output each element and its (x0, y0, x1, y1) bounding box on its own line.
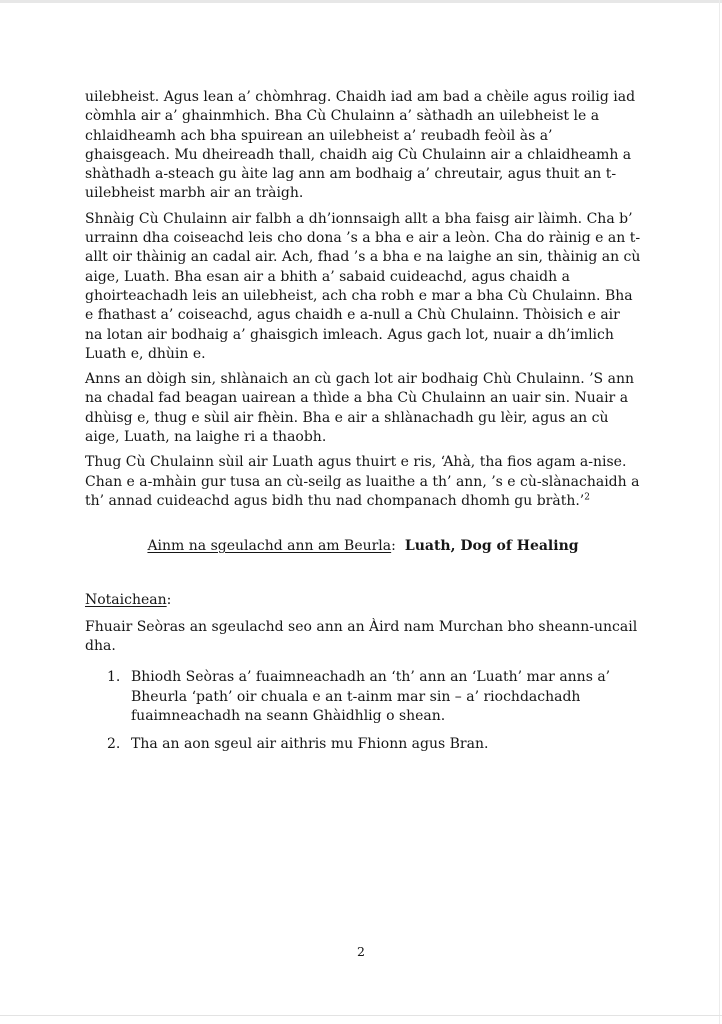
notes-heading-label: Notaichean (85, 591, 167, 608)
footnote-reference: 2 (584, 492, 590, 503)
story-english-title: Luath, Dog of Healing (404, 538, 579, 555)
document-body (85, 88, 641, 764)
story-title-line (85, 537, 641, 556)
story-paragraph-1: uilebheist. Agus lean a’ chòmhrag. Chaidh iad am bad a chèile agus roilig iad còmhla air a’ ghainmhich. Bha Cù Chulainn a’ sàthadh an uilebheist le a chlaidheamh ach bha spuirean an uilebheist a’ reubadh feòil às a’ ghaisgeach. Mu dheireadh thall, chaidh aig Cù Chulainn air a chlaidheamh a shàthadh a-steach gu àite lag ann am bodhaig a’ chreutair, agus thuit an t-uilebheist marbh air an tràigh. (85, 89, 636, 202)
title-label: Ainm na sgeulachd ann am Beurla (147, 538, 392, 555)
notes-list-item-2 (107, 735, 641, 754)
story-paragraph-2: Shnàig Cù Chulainn air falbh a dh’ionnsaigh allt a bha faisg air làimh. Cha b’ urrainn dha coiseachd leis cho dona ’s a bha e air a leòn. Cha do ràinig e an t-allt oir thàinig an cadal air. Ach, fhad ’s a bha e na laighe an sin, thàinig an cù aige, Luath. Bha esan air a bhith a’ sabaid cuideachd, agus chaidh a ghoirteachadh leis an uilebheist, ach cha robh e mar a bha Cù Chulainn. Bha e fhathast a’ coiseachd, agus chaidh e a-null a Chù Chulainn. Thòisich e air na lotan air bodhaig a’ ghaisgich imleach. Agus gach lot, nuair a dh’imlich Luath e, dhùin e. (85, 210, 641, 362)
list-item-text: Bhiodh Seòras a’ fuaimneachadh an ‘th’ ann an ‘Luath’ mar anns a’ Bheurla ‘path’ oir chuala e an t-ainm mar sin – a’ riochdachadh fuaimneachadh na seann Ghàidhlig o shean. (131, 669, 611, 725)
story-paragraph-4-text: Thug Cù Chulainn sùil air Luath agus thuirt e ris, ‘Ahà, tha fios agam a-nise. Chan e a-mhàin gur tusa an cù-seilg as luaithe a th’ ann, ’s e cù-slànachaidh a th’ annad cuideachd agus bidh thu nad chompanach dhomh gu bràth.’ (85, 454, 640, 509)
list-item-number: 1. (107, 669, 121, 686)
notes-intro: Fhuair Seòras an sgeulachd seo ann an Àird nam Murchan bho sheann-uncail dha. (85, 618, 638, 655)
notes-list-item-1 (107, 668, 641, 726)
page-bottom-edge (0, 1015, 722, 1016)
notes-list (85, 668, 641, 754)
list-item-number: 2. (107, 736, 121, 753)
page-number: 2 (357, 944, 365, 959)
page-right-edge (719, 0, 720, 1024)
page-top-edge (0, 0, 722, 3)
story-paragraph-3: Anns an dòigh sin, shlànaich an cù gach lot air bodhaig Chù Chulainn. ’S ann na chadal fad beagan uairean a thìde a bha Cù Chulainn an uair sin. Nuair a dhùisg e, thug e sùil air fhèin. Bha e air a shlànachadh gu lèir, agus an cù aige, Luath, na laighe ri a thaobh. (85, 371, 634, 446)
title-separator: : (391, 538, 396, 555)
list-item-text: Tha an aon sgeul air aithris mu Fhionn agus Bran. (131, 736, 489, 753)
notes-heading-separator: : (166, 591, 172, 608)
notes-heading (85, 591, 641, 610)
story-paragraph-4 (85, 453, 641, 511)
